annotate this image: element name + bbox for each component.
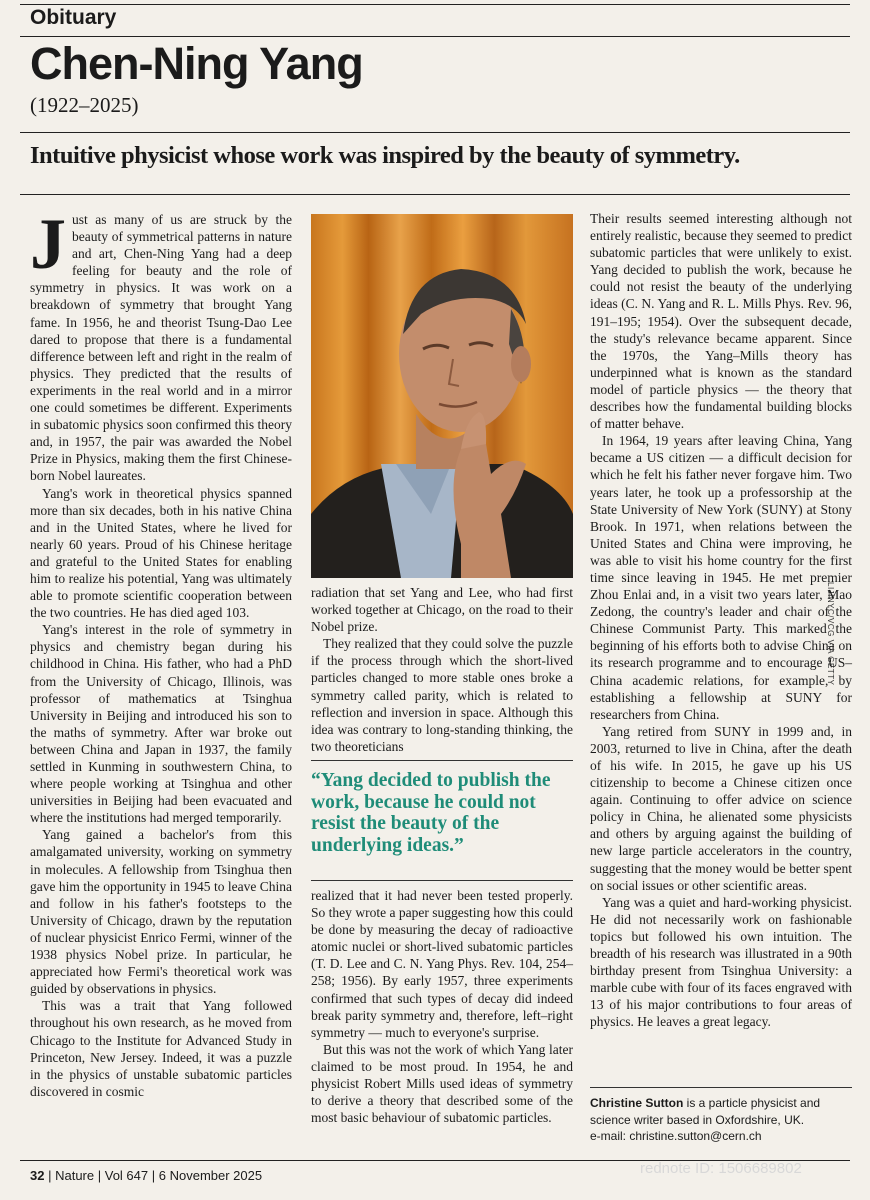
footer-separator: | [48,1168,56,1183]
footer-separator: | [97,1168,105,1183]
article-paragraph: Their results seemed interesting although not entirely realistic, because they seemed to predict subatomic particles that were unlikely to exist. Yang decided to publish the work, because he could not resist the beauty of the underlying ideas (C. N. Yang and R. L. Mills Phys. Rev. 96, 191–195; 1954). Over the subsequent decade, the study's relevance became apparent. Since the 1970s, the Yang–Mills theory has underpinned what is known as the standard model of particle physics — the theory that describes how the fundamental building blocks of matter behave. [590,211,853,432]
journal-name: Nature [55,1168,95,1183]
author-bio: is a particle physicist and science writer based in Oxfordshire, UK. [590,1096,821,1127]
article-paragraph: Yang retired from SUNY in 1999 and, in 2003, returned to live in China, after the death of his wife. In 2015, he gave up his US citizenship to become a Chinese citizen once again. Continuing to offer advice on science policy in China, he alienated some physicists and others by arguing against the building of new large particle accelerators in the country, suggesting that the money would be better spent on social issues or other scientific areas. [590,723,852,893]
pull-quote: “Yang decided to publish the work, because he could not resist the beauty of the underlying ideas.” [311,770,551,856]
article-column-2-top [311,584,573,755]
obituary-name: Chen-Ning Yang [30,38,363,89]
obituary-years: (1922–2025) [30,93,139,117]
article-paragraph: But this was not the work of which Yang later claimed to be most proud. In 1954, he and physicist Robert Mills used ideas of symmetry to derive a theory that described some of the most basic behaviour of subatomic particles. [311,1041,573,1126]
section-label: Obituary [30,6,117,29]
article-paragraph: In 1964, 19 years after leaving China, Yang became a US citizen — a difficult decision for which he felt his father never forgave him. Two years later, he took up a professorship at the State University of New York (SUNY) at Stony Brook. In 1971, when relations between the United States and China were improving, he was able to visit his home country for the first time since leaving in 1945. He met premier Zhou Enlai and, in a visit two years later, Mao Zedong, the country's leader and chair of the Chinese Communist Party. This marked the beginning of his efforts both to advise China on its research programme and to encourage US–China academic relations, for example, by establishing a fellowship at SUNY for researchers from China. [590,433,852,722]
article-paragraph: This was a trait that Yang followed throughout his own research, as he moved from Chicago to the Institute for Advanced Study in Princeton, New Jersey. Indeed, it was a puzzle in the physics of unstable subatomic particles discovered in cosmic [30,998,292,1099]
photo-credit: LIJINYC/VCG VIA GETTY [826,582,835,686]
article-column-2-bottom [311,887,573,1126]
article-paragraph: Yang gained a bachelor's from this amalgamated university, working on symmetry in molecules. A fellowship from Tsinghua then gave him the opportunity in 1945 to leave China and follow in his father's footsteps to the University of Chicago, drawn by the reputation of nuclear physicist Enrico Fermi, winner of the 1938 physics Nobel prize. In particular, he appreciated how Fermi's theoretical work was guided by observations in physics. [30,827,292,997]
article-column-3 [590,210,852,1031]
header-section-rule [20,36,850,37]
article-column-1 [30,204,292,1100]
deck-headline: Intuitive physicist whose work was inspired by the beauty of symmetry. [30,142,740,169]
pullquote-top-rule [311,760,573,761]
header-top-rule [20,4,850,5]
watermark: rednote ID: 1506689802 [640,1160,802,1177]
page-number: 32 [30,1168,45,1183]
deck-top-rule [20,132,850,133]
author-email[interactable]: e-mail: christine.sutton@cern.ch [590,1129,762,1143]
volume: Vol 647 [104,1168,149,1183]
article-paragraph: Yang's work in theoretical physics spanned more than six decades, both in his native China and in the United States, where he lived for nearly 60 years. Proud of his Chinese heritage and grateful to the United States for enabling him to realize his potential, Yang was ultimately able to promote scientific cooperation between the two countries. He has died aged 103. [30,485,292,621]
portrait-illustration [311,214,573,578]
portrait-photo [311,214,573,578]
article-paragraph: radiation that set Yang and Lee, who had first worked together at Chicago, on the road to their Nobel prize. [311,585,573,635]
author-signature [590,1095,852,1145]
article-paragraph: Just as many of us are struck by the beauty of symmetrical patterns in nature and art, Chen-Ning Yang had a deep feeling for beauty and the role of symmetry in physics. It was work on a breakdown of symmetry that brought Yang fame. In 1956, he and theorist Tsung-Dao Lee dared to propose that there is a fundamental difference between left and right in the realm of physics. They predicted that the results of experiments in the real world and in a mirror one could sometimes be different. Experiments in subatomic physics soon confirmed this theory and, in 1957, the pair was awarded the Nobel Prize in Physics, making them the first Chinese-born Nobel laureates. [30,204,292,484]
author-name: Christine Sutton [590,1096,684,1110]
deck-bottom-rule [20,194,850,195]
article-paragraph: They realized that they could solve the puzzle if the process through which the short-lived particles changed to more stable ones broke a symmetry called parity, which is related to reflection and inversion in space. Although this idea was contrary to long-standing thinking, the two theoreticians [311,636,573,754]
footer-separator: | [151,1168,159,1183]
page-footer [30,1168,262,1183]
article-paragraph: Yang's interest in the role of symmetry in physics and chemistry began during his childhood in China. His father, who had a PhD from the University of Chicago, Illinois, was professor of mathematics at Tsinghua University in Beijing and introduced his son to the maths of symmetry. After war broke out between China and Japan in 1937, the family settled in Kunming in southwestern China, to where people working at Tsinghua and other universities in Beijing had been evacuated and where the institutions had merged temporarily. [30,622,292,826]
pullquote-bottom-rule [311,880,573,881]
issue-date: 6 November 2025 [158,1168,263,1183]
signature-rule [590,1087,852,1088]
article-paragraph: Yang was a quiet and hard-working physicist. He did not necessarily work on fashionable topics but followed his own intuition. The breadth of his research was illustrated in a 90th birthday present from Tsinghua University: a marble cube with four of its faces engraved with 13 of his major contributions to four areas of physics. He leaves a great legacy. [590,894,852,1030]
article-paragraph: realized that it had never been tested properly. So they wrote a paper suggesting how this could be done by measuring the decay of radioactive atomic nuclei or short-lived subatomic particles (T. D. Lee and C. N. Yang Phys. Rev. 104, 254–258; 1956). By early 1957, three experiments confirmed that such types of decay did indeed break parity symmetry and, therefore, left–right symmetry — much to everyone's surprise. [311,888,573,1040]
drop-cap: J [30,204,66,284]
